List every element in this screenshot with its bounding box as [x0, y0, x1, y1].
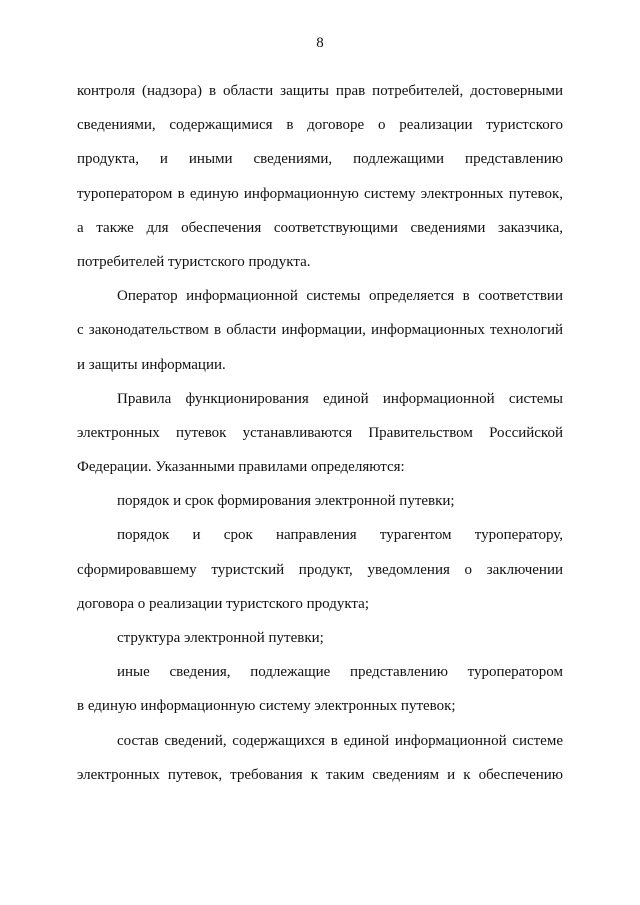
- page-number: 8: [316, 35, 324, 51]
- text-line: контроля (надзора) в области защиты прав потребителей, достоверными: [77, 83, 563, 99]
- text-line: сведениями, содержащимися в договоре о реализации туристского: [77, 117, 563, 134]
- text-line: порядок и срок формирования электронной путевки;: [117, 493, 455, 510]
- text-line: Оператор информационной системы определяется в соответствии: [117, 288, 563, 305]
- paragraph-2: [77, 279, 563, 382]
- paragraph-7: [77, 655, 563, 723]
- text-line: продукта, и иными сведениями, подлежащими представлению: [77, 151, 563, 168]
- text-line: порядок и срок направления турагентом туроператору,: [117, 527, 563, 544]
- text-line: Федерации. Указанными правилами определяются:: [77, 459, 405, 476]
- text-line: договора о реализации туристского продукта;: [77, 595, 369, 612]
- text-line: а также для обеспечения соответствующими сведениями заказчика,: [77, 219, 563, 236]
- text-line: туроператором в единую информационную систему электронных путевок,: [77, 185, 563, 202]
- paragraph-5: [77, 518, 563, 621]
- text-line: Правила функционирования единой информационной системы: [117, 390, 563, 407]
- text-line: электронных путевок, требования к таким сведениям и к обеспечению: [77, 766, 563, 783]
- text-line: в единую информационную систему электронных путевок;: [77, 698, 456, 715]
- text-line: иные сведения, подлежащие представлению туроператором: [117, 664, 563, 681]
- document-body: [77, 74, 563, 792]
- paragraph-4: [77, 484, 563, 518]
- text-line: сформировавшему туристский продукт, уведомления о заключении: [77, 561, 563, 578]
- text-line: состав сведений, содержащихся в единой информационной системе: [117, 732, 563, 749]
- paragraph-6: [77, 621, 563, 655]
- text-line: потребителей туристского продукта.: [77, 253, 311, 270]
- text-line: и защиты информации.: [77, 356, 226, 373]
- paragraph-1: [77, 74, 563, 279]
- text-line: с законодательством в области информации, информационных технологий: [77, 322, 563, 339]
- text-line: электронных путевок устанавливаются Правительством Российской: [77, 424, 563, 441]
- paragraph-8: [77, 724, 563, 792]
- text-line: структура электронной путевки;: [117, 630, 324, 646]
- paragraph-3: [77, 382, 563, 485]
